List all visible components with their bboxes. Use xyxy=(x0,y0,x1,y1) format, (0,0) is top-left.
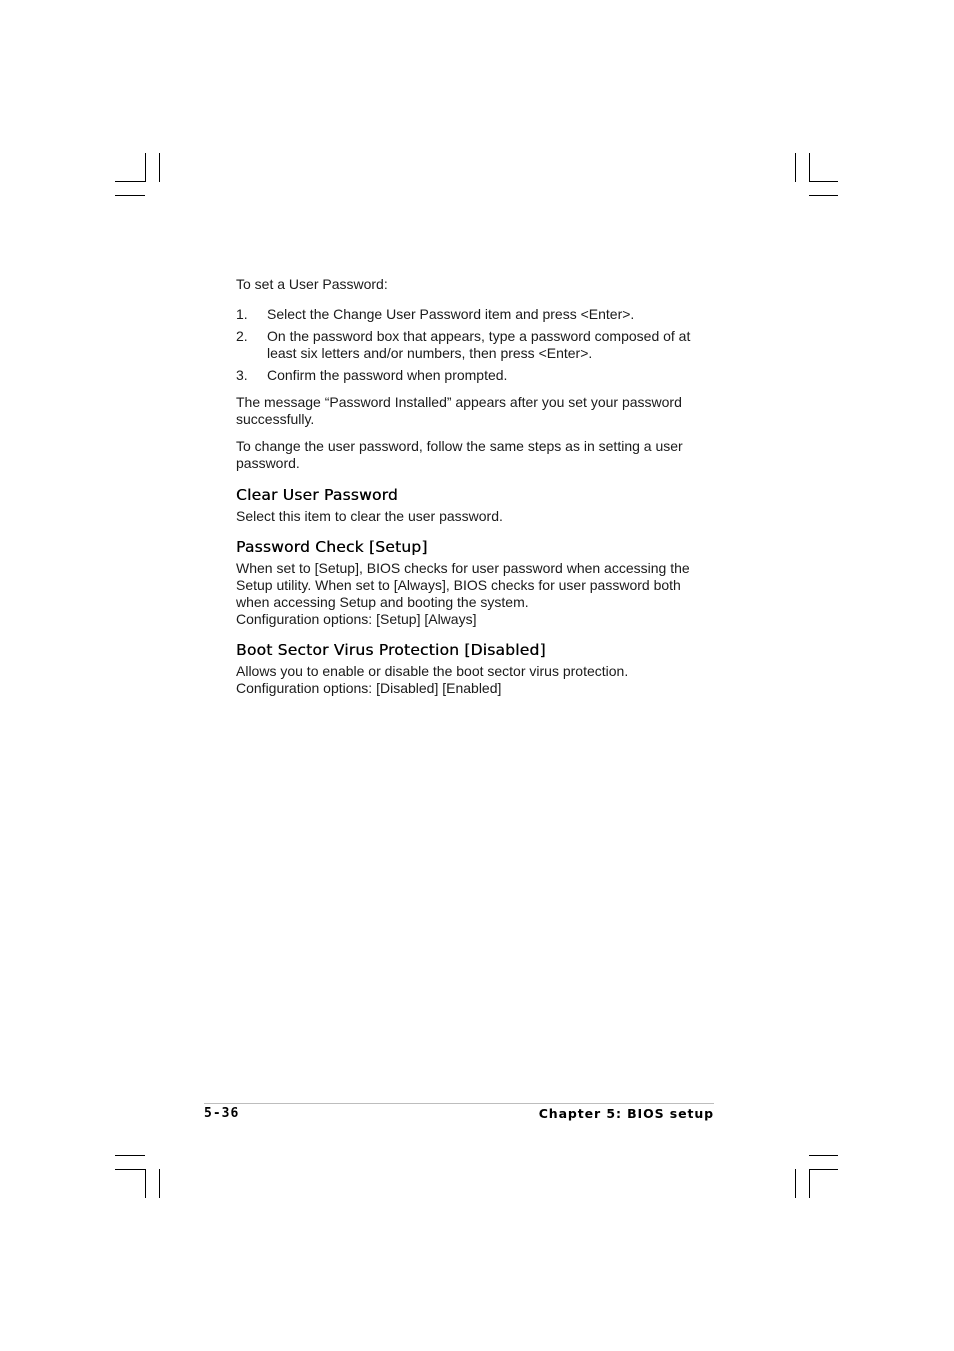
section-text: Select this item to clear the user password. xyxy=(236,508,503,524)
step-text: On the password box that appears, type a password composed of at least six letters and/or numbers, then press <Enter>. xyxy=(267,328,691,361)
section-password-check xyxy=(236,538,716,628)
list-item xyxy=(236,328,716,362)
step-text: Confirm the password when prompted. xyxy=(267,367,508,383)
steps-list xyxy=(236,306,716,384)
crop-mark xyxy=(809,195,838,196)
section-clear-user-password xyxy=(236,486,716,525)
step-number: 2. xyxy=(236,328,248,344)
footer-divider xyxy=(204,1103,714,1104)
list-item xyxy=(236,306,716,323)
intro-text: To set a User Password: xyxy=(236,276,388,292)
crop-mark xyxy=(809,1169,810,1198)
step-text: Select the Change User Password item and press <Enter>. xyxy=(267,306,635,322)
paragraph-change: To change the user password, follow the same steps as in setting a user password. xyxy=(236,438,683,471)
crop-mark xyxy=(159,1169,160,1198)
crop-mark xyxy=(795,153,796,182)
section-boot-sector-virus-protection xyxy=(236,641,716,697)
list-item xyxy=(236,367,716,384)
paragraph-installed: The message “Password Installed” appears after you set your password successfully. xyxy=(236,394,682,427)
crop-mark xyxy=(115,195,145,196)
crop-mark xyxy=(115,1155,145,1156)
crop-mark xyxy=(115,181,145,182)
crop-mark xyxy=(809,153,810,182)
section-title: Boot Sector Virus Protection [Disabled] xyxy=(236,641,546,659)
section-options: Configuration options: [Setup] [Always] xyxy=(236,611,477,627)
chapter-title: Chapter 5: BIOS setup xyxy=(538,1106,714,1121)
section-title: Clear User Password xyxy=(236,486,398,504)
crop-mark xyxy=(145,1169,146,1198)
section-text: When set to [Setup], BIOS checks for user password when accessing the Setup utility. When set to [Always], BIOS checks for user password both when accessing Setup and booting the system. xyxy=(236,560,690,610)
section-text: Allows you to enable or disable the boot sector virus protection. xyxy=(236,663,629,679)
page-number: 5-36 xyxy=(204,1106,240,1121)
page-content xyxy=(236,276,716,697)
step-number: 3. xyxy=(236,367,248,383)
crop-mark xyxy=(809,1155,838,1156)
section-title: Password Check [Setup] xyxy=(236,538,428,556)
crop-mark xyxy=(809,181,838,182)
crop-mark xyxy=(159,153,160,182)
crop-mark xyxy=(115,1169,145,1170)
step-number: 1. xyxy=(236,306,248,322)
crop-mark xyxy=(145,153,146,182)
section-options: Configuration options: [Disabled] [Enabled] xyxy=(236,680,502,696)
crop-mark xyxy=(809,1169,838,1170)
crop-mark xyxy=(795,1169,796,1198)
